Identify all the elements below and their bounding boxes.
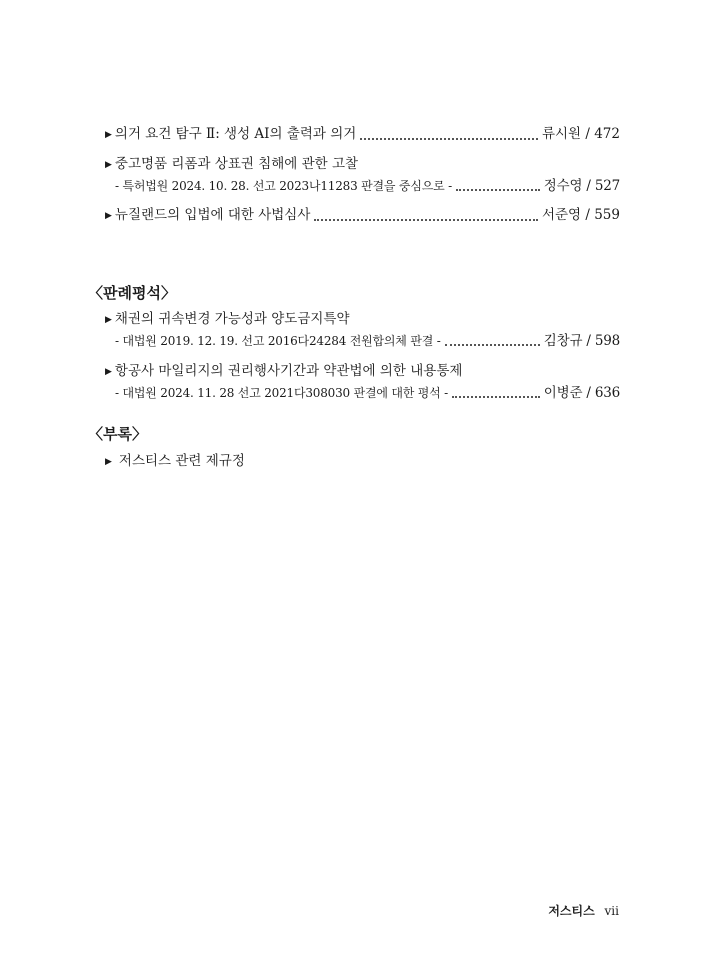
page-footer — [548, 902, 619, 919]
toc-entry[interactable] — [105, 310, 620, 350]
section-heading-case-review: 〈판례평석〉 — [88, 284, 176, 302]
toc-subtitle-line — [105, 333, 620, 350]
toc-entry[interactable] — [105, 452, 620, 472]
leader-dots — [452, 395, 540, 398]
toc-title-line — [105, 362, 620, 382]
toc-title-line — [105, 155, 620, 175]
article-subtitle: - 대법원 2019. 12. 19. 선고 2016다24284 전원합의체 판결 - — [115, 334, 441, 348]
article-title: 채권의 귀속변경 가능성과 양도금지특약 — [114, 311, 350, 327]
author-page: 서준영 / 559 — [541, 207, 620, 223]
author-page: 류시원 / 472 — [541, 126, 620, 142]
toc-title-line — [105, 452, 620, 472]
triangle-bullet-icon: ▶ — [105, 457, 112, 467]
toc-title-line — [105, 125, 620, 145]
triangle-bullet-icon: ▶ — [105, 211, 112, 221]
triangle-bullet-icon: ▶ — [105, 160, 112, 170]
article-title: 중고명품 리폼과 상표권 침해에 관한 고찰 — [114, 156, 359, 172]
section-heading-appendix: 〈부록〉 — [88, 425, 147, 443]
leader-dots — [456, 188, 540, 191]
toc-entry[interactable] — [105, 125, 620, 145]
article-subtitle: - 특허법원 2024. 10. 28. 선고 2023나11283 판결을 중심으로 - — [115, 179, 452, 193]
toc-title-line — [105, 310, 620, 330]
author-page: 이병준 / 636 — [543, 385, 620, 401]
author-page: 김창규 / 598 — [543, 333, 620, 349]
toc-entry[interactable] — [105, 362, 620, 402]
footer-brand: 저스티스 — [548, 904, 595, 918]
toc-entry[interactable] — [105, 206, 620, 226]
toc-title-line — [105, 206, 620, 226]
triangle-bullet-icon: ▶ — [105, 130, 112, 140]
leader-dots — [445, 343, 540, 346]
article-title: 의거 요건 탐구 Ⅱ: 생성 AI의 출력과 의거 — [114, 126, 357, 142]
author-page: 정수영 / 527 — [543, 178, 620, 194]
article-subtitle: - 대법원 2024. 11. 28 선고 2021다308030 판결에 대한 평석 - — [115, 386, 449, 400]
triangle-bullet-icon: ▶ — [105, 367, 112, 377]
toc-entry[interactable] — [105, 155, 620, 195]
toc-subtitle-line — [105, 178, 620, 195]
page-number: vii — [604, 904, 619, 918]
article-title: 항공사 마일리지의 권리행사기간과 약관법에 의한 내용통제 — [114, 363, 463, 379]
leader-dots — [360, 137, 538, 140]
triangle-bullet-icon: ▶ — [105, 315, 112, 325]
article-title: 저스티스 관련 제규정 — [118, 453, 245, 469]
leader-dots — [314, 218, 538, 221]
toc-subtitle-line — [105, 385, 620, 402]
article-title: 뉴질랜드의 입법에 대한 사법심사 — [114, 207, 311, 223]
